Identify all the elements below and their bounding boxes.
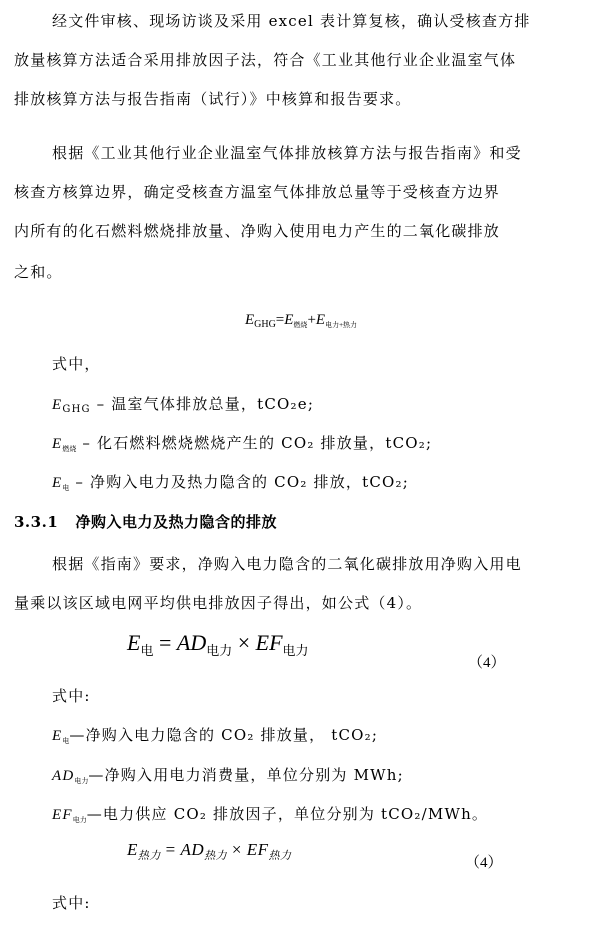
section-heading (14, 511, 277, 532)
eq2-times: × (232, 630, 256, 655)
para1-line2: 放量核算方法适合采用排放因子法，符合《工业其他行业企业温室气体 (14, 51, 517, 69)
para3-line2: 量乘以该区域电网平均供电排放因子得出，如公式（4）。 (14, 594, 423, 612)
eq3-term1: AD (180, 840, 205, 859)
eq1-term1-sub: 燃烧 (293, 321, 308, 329)
def-text: —电力供应 CO₂ 排放因子，单位分别为 tCO₂/MWh。 (86, 805, 489, 823)
def-text: —净购入用电力消费量，单位分别为 MWh; (88, 766, 404, 784)
para1-line1: 经文件审核、现场访谈及采用 excel 表计算复核，确认受核查方排 (52, 12, 531, 30)
eq1-plus: + (307, 312, 316, 328)
def-symbol: EF (52, 807, 73, 823)
para3-line1: 根据《指南》要求，净购入电力隐含的二氧化碳排放用净购入用电 (52, 555, 522, 573)
eq1-lhs: E (244, 312, 255, 328)
equation-electricity (127, 630, 309, 659)
definition-e-electricity (52, 724, 378, 746)
para2-line1: 根据《工业其他行业企业温室气体排放核算方法与报告指南》和受 (52, 144, 522, 162)
where-label-1: 式中， (52, 355, 101, 373)
definition-ghg (52, 393, 314, 415)
definition-electricity (52, 471, 409, 493)
def-symbol-sub: 电 (62, 484, 70, 492)
equation-number-electricity: （4） (468, 655, 506, 671)
section-title: 净购入电力及热力隐含的排放 (75, 513, 277, 531)
eq2-term1: AD (176, 630, 207, 655)
definition-ad-electricity (52, 764, 404, 786)
def-symbol: AD (52, 768, 75, 784)
equation-number-heat: （4） (465, 855, 503, 871)
eq3-times: × (227, 840, 247, 859)
def-symbol-sub: 电力 (72, 816, 87, 824)
def-symbol-sub: GHG (62, 404, 91, 415)
definition-combustion (52, 432, 432, 454)
eq2-term1-sub: 电力 (206, 643, 233, 658)
equation-heat (127, 840, 292, 863)
eq3-term2-sub: 热力 (268, 850, 292, 862)
where-label-2: 式中: (52, 687, 91, 705)
eq2-term2-sub: 电力 (282, 643, 309, 658)
eq1-equals: = (275, 312, 285, 328)
eq1-term1: E (284, 312, 294, 328)
eq2-term2: EF (255, 630, 283, 655)
eq3-lhs-sub: 热力 (137, 850, 161, 862)
eq2-lhs-sub: 电 (140, 643, 154, 658)
eq2-equals: = (153, 630, 177, 655)
equation-ghg (0, 312, 602, 330)
eq3-equals: = (160, 840, 181, 859)
section-number: 3.3.1 (14, 513, 59, 531)
eq3-term2: EF (246, 840, 269, 859)
eq3-lhs: E (127, 840, 138, 859)
def-symbol-sub: 电力 (74, 777, 89, 785)
def-text: —净购入电力隐含的 CO₂ 排放量， tCO₂; (69, 726, 379, 744)
def-text: – 温室气体排放总量，tCO₂e; (90, 395, 315, 413)
where-label-3: 式中: (52, 894, 91, 912)
eq2-lhs: E (127, 630, 141, 655)
def-symbol: E (52, 436, 63, 452)
definition-ef-electricity (52, 803, 488, 825)
def-symbol-sub: 燃烧 (62, 445, 77, 453)
def-text: – 净购入电力及热力隐含的 CO₂ 排放，tCO₂; (69, 473, 410, 491)
para2-line3: 内所有的化石燃料燃烧排放量、净购入使用电力产生的二氧化碳排放 (14, 222, 501, 240)
para2-line4: 之和。 (14, 263, 63, 281)
eq1-lhs-sub: GHG (254, 319, 276, 330)
def-symbol: E (52, 397, 63, 413)
eq3-term1-sub: 热力 (204, 850, 228, 862)
para2-line2: 核查方核算边界，确定受核查方温室气体排放总量等于受核查方边界 (14, 183, 501, 201)
def-symbol: E (52, 475, 63, 491)
def-symbol-sub: 电 (62, 737, 70, 745)
def-symbol: E (52, 728, 63, 744)
eq1-term2: E (315, 312, 326, 328)
def-text: – 化石燃料燃烧燃烧产生的 CO₂ 排放量，tCO₂; (76, 434, 433, 452)
eq1-term2-sub: 电力+热力 (325, 321, 358, 329)
para1-line3: 排放核算方法与报告指南（试行）》中核算和报告要求。 (14, 90, 412, 108)
